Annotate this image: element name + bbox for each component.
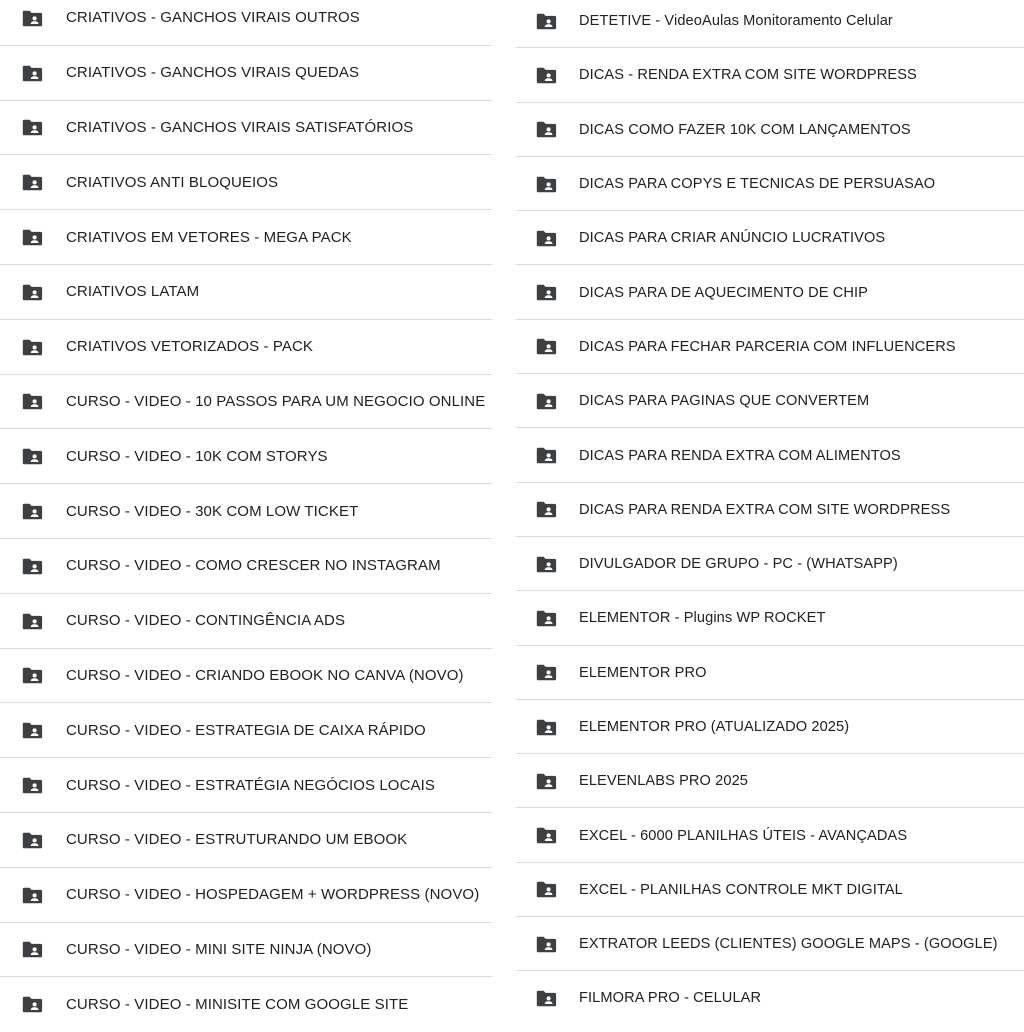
folder-name: ELEMENTOR - Plugins WP ROCKET [579,610,826,627]
shared-folder-icon [536,609,560,627]
folder-row[interactable] [516,863,1024,917]
folder-name: EXCEL - 6000 PLANILHAS ÚTEIS - AVANÇADAS [579,827,908,844]
shared-folder-icon [536,772,560,790]
shared-folder-icon [22,941,46,959]
folder-rows-left [0,0,492,1032]
folder-row[interactable] [516,646,1024,700]
folder-row[interactable] [516,211,1024,265]
shared-folder-icon [22,229,46,247]
folder-row[interactable] [516,374,1024,428]
folder-name: CURSO - VIDEO - 10 PASSOS PARA UM NEGOCIO ONLINE [66,392,486,410]
folder-name: CRIATIVOS - GANCHOS VIRAIS QUEDAS [66,64,360,82]
folder-name: CURSO - VIDEO - ESTRATEGIA DE CAIXA RÁPIDO [66,721,426,739]
folder-rows-right [516,0,1024,1026]
folder-row[interactable] [0,868,492,923]
shared-folder-icon [22,64,46,82]
folder-name: DICAS PARA RENDA EXTRA COM SITE WORDPRESS [579,501,951,518]
shared-folder-icon [536,175,560,193]
shared-folder-icon [536,827,560,845]
folder-name: CRIATIVOS LATAM [66,283,200,301]
shared-folder-icon [22,283,46,301]
folder-row[interactable] [516,428,1024,482]
shared-folder-icon [536,555,560,573]
shared-folder-icon [22,722,46,740]
folder-name: CURSO - VIDEO - MINI SITE NINJA (NOVO) [66,940,372,958]
folder-row[interactable] [0,210,492,265]
folder-row[interactable] [516,591,1024,645]
folder-name: CURSO - VIDEO - COMO CRESCER NO INSTAGRAM [66,557,441,575]
folder-row[interactable] [0,265,492,320]
shared-folder-icon [536,718,560,736]
shared-folder-icon [22,503,46,521]
shared-folder-icon [536,447,560,465]
folder-name: CRIATIVOS VETORIZADOS - PACK [66,338,314,356]
folder-row[interactable] [516,754,1024,808]
folder-row[interactable] [0,0,492,46]
folder-row[interactable] [0,429,492,484]
shared-folder-icon [536,392,560,410]
folder-row[interactable] [516,808,1024,862]
folder-name: CURSO - VIDEO - 30K COM LOW TICKET [66,502,359,520]
folder-name: CRIATIVOS - GANCHOS VIRAIS OUTROS [66,9,360,27]
folder-row[interactable] [0,649,492,704]
shared-folder-icon [22,831,46,849]
shared-folder-icon [22,119,46,137]
folder-row[interactable] [0,594,492,649]
folder-name: CURSO - VIDEO - ESTRUTURANDO UM EBOOK [66,831,408,849]
shared-folder-icon [536,121,560,139]
shared-folder-icon [22,174,46,192]
folder-row[interactable] [516,917,1024,971]
folder-name: CURSO - VIDEO - CONTINGÊNCIA ADS [66,612,346,630]
folder-name: CRIATIVOS ANTI BLOQUEIOS [66,173,279,191]
folder-row[interactable] [516,700,1024,754]
shared-folder-icon [22,448,46,466]
shared-folder-icon [22,886,46,904]
folder-name: ELEMENTOR PRO (ATUALIZADO 2025) [579,719,850,735]
shared-folder-icon [22,338,46,356]
folder-name: DIVULGADOR DE GRUPO - PC - (WHATSAPP) [579,556,898,573]
folder-name: DICAS PARA COPYS E TECNICAS DE PERSUASAO [579,176,936,193]
shared-folder-icon [22,777,46,795]
folder-name: EXTRATOR LEEDS (CLIENTES) GOOGLE MAPS - (GOOGLE) [579,936,998,953]
shared-folder-icon [22,557,46,575]
folder-row[interactable] [0,923,492,978]
folder-name: DICAS PARA FECHAR PARCERIA COM INFLUENCERS [579,338,956,355]
folder-name: DICAS PARA RENDA EXTRA COM ALIMENTOS [579,447,901,464]
folder-name: DICAS PARA CRIAR ANÚNCIO LUCRATIVOS [579,230,886,247]
folder-row[interactable] [0,46,492,101]
shared-folder-icon [536,935,560,953]
folder-list-right [516,0,1024,1026]
folder-name: EXCEL - PLANILHAS CONTROLE MKT DIGITAL [579,881,903,898]
folder-name: ELEVENLABS PRO 2025 [579,773,749,790]
folder-row[interactable] [516,483,1024,537]
folder-row[interactable] [0,375,492,430]
folder-row[interactable] [516,320,1024,374]
shared-folder-icon [536,229,560,247]
shared-folder-icon [22,393,46,411]
shared-folder-icon [536,12,560,30]
folder-name: DICAS PARA DE AQUECIMENTO DE CHIP [579,284,869,301]
folder-name: DICAS - RENDA EXTRA COM SITE WORDPRESS [579,67,917,84]
folder-name: CURSO - VIDEO - CRIANDO EBOOK NO CANVA (NOVO) [66,666,464,684]
folder-row[interactable] [0,484,492,539]
folder-row[interactable] [516,971,1024,1025]
shared-folder-icon [536,284,560,302]
shared-folder-icon [536,338,560,356]
folder-list-left [0,0,492,1032]
folder-name: CURSO - VIDEO - MINISITE COM GOOGLE SITE [66,995,409,1013]
folder-row[interactable] [516,0,1024,48]
folder-name: DICAS PARA PAGINAS QUE CONVERTEM [579,393,870,410]
shared-folder-icon [22,9,46,27]
folder-row[interactable] [516,103,1024,157]
folder-row[interactable] [0,101,492,156]
folder-row[interactable] [516,157,1024,211]
folder-name: CRIATIVOS EM VETORES - MEGA PACK [66,228,352,246]
shared-folder-icon [22,667,46,685]
folder-row[interactable] [0,813,492,868]
folder-name: CRIATIVOS - GANCHOS VIRAIS SATISFATÓRIOS [66,118,414,136]
folder-name: CURSO - VIDEO - ESTRATÉGIA NEGÓCIOS LOCAIS [66,776,435,794]
folder-name: DETETIVE - VideoAulas Monitoramento Celular [579,13,893,30]
folder-row[interactable] [0,758,492,813]
folder-row[interactable] [0,703,492,758]
shared-folder-icon [536,66,560,84]
folder-row[interactable] [0,320,492,375]
shared-folder-icon [536,664,560,682]
folder-row[interactable] [516,48,1024,102]
folder-row[interactable] [516,537,1024,591]
shared-folder-icon [536,881,560,899]
shared-folder-icon [22,612,46,630]
folder-name: FILMORA PRO - CELULAR [579,990,762,1007]
folder-name: ELEMENTOR PRO [579,664,707,681]
shared-folder-icon [536,501,560,519]
folder-row[interactable] [0,539,492,594]
shared-folder-icon [536,989,560,1007]
folder-name: DICAS COMO FAZER 10K COM LANÇAMENTOS [579,121,911,138]
folder-name: CURSO - VIDEO - 10K COM STORYS [66,447,328,465]
folder-row[interactable] [516,265,1024,319]
folder-row[interactable] [0,155,492,210]
folder-name: CURSO - VIDEO - HOSPEDAGEM + WORDPRESS (NOVO) [66,886,480,904]
shared-folder-icon [22,996,46,1014]
